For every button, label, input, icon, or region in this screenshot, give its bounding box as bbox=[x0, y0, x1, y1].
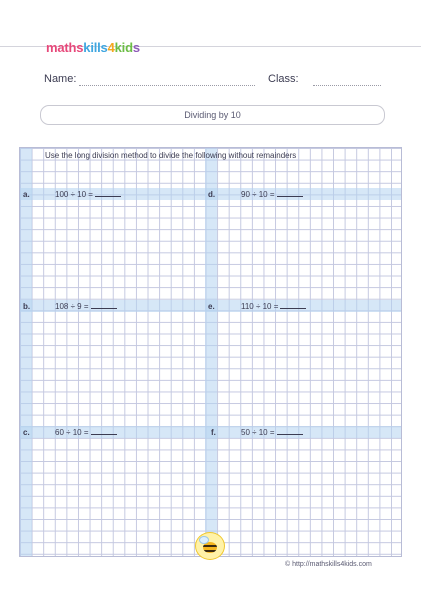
problem-letter-c: c. bbox=[23, 428, 30, 437]
answer-blank-b[interactable] bbox=[91, 302, 117, 309]
problem-f bbox=[241, 428, 303, 437]
graph-paper-grid[interactable] bbox=[19, 147, 402, 557]
middle-column-band bbox=[205, 148, 217, 556]
problem-f-equation: 50 ÷ 10 = bbox=[241, 428, 275, 437]
problem-b-equation: 108 ÷ 9 = bbox=[55, 302, 89, 311]
problem-b bbox=[55, 302, 117, 311]
problem-letter-e: e. bbox=[208, 302, 215, 311]
problem-e bbox=[241, 302, 306, 311]
problem-e-equation: 110 ÷ 10 = bbox=[241, 302, 279, 311]
problem-c-equation: 60 ÷ 10 = bbox=[55, 428, 89, 437]
answer-blank-a[interactable] bbox=[95, 190, 121, 197]
title-text: Dividing by 10 bbox=[184, 110, 241, 120]
problem-letter-f: f. bbox=[211, 428, 216, 437]
problem-d bbox=[241, 190, 303, 199]
logo-text: mathskills4kids bbox=[46, 40, 140, 55]
worksheet-title bbox=[40, 105, 385, 125]
instruction-text: Use the long division method to divide the following without remainders bbox=[45, 151, 297, 160]
name-label: Name: bbox=[44, 73, 77, 85]
class-field[interactable] bbox=[313, 85, 381, 86]
bee-mascot-icon bbox=[195, 532, 225, 560]
site-logo bbox=[46, 40, 140, 55]
name-field[interactable] bbox=[79, 85, 255, 86]
problem-d-equation: 90 ÷ 10 = bbox=[241, 190, 275, 199]
problem-a-equation: 100 ÷ 10 = bbox=[55, 190, 93, 199]
answer-blank-d[interactable] bbox=[277, 190, 303, 197]
copyright-text: © http://mathskills4kids.com bbox=[285, 561, 372, 568]
answer-blank-e[interactable] bbox=[280, 302, 306, 309]
answer-blank-c[interactable] bbox=[91, 428, 117, 435]
problem-letter-b: b. bbox=[23, 302, 31, 311]
problem-c bbox=[55, 428, 117, 437]
problem-letter-a: a. bbox=[23, 190, 30, 199]
problem-a bbox=[55, 190, 121, 199]
left-column-band bbox=[20, 148, 32, 556]
class-label: Class: bbox=[268, 73, 299, 85]
answer-blank-f[interactable] bbox=[277, 428, 303, 435]
problem-letter-d: d. bbox=[208, 190, 216, 199]
